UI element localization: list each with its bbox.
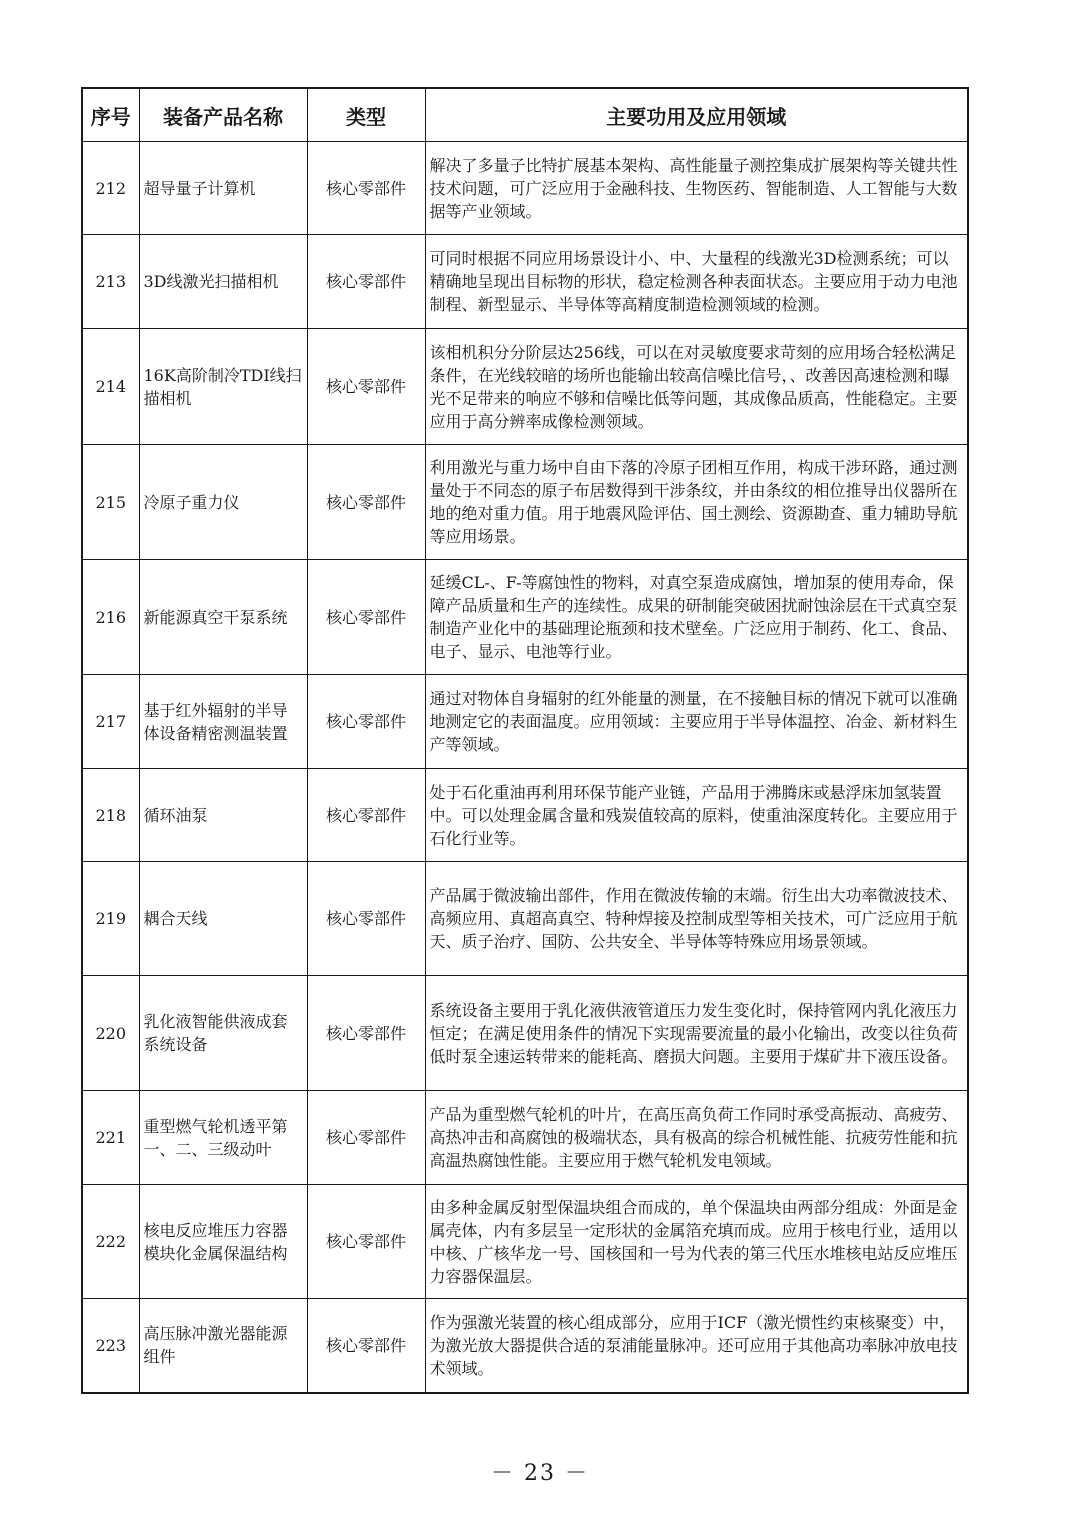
product-type: 核心零部件 <box>307 142 425 235</box>
row-number: 213 <box>82 235 139 329</box>
row-number: 222 <box>82 1185 139 1299</box>
table-header-row <box>82 88 968 142</box>
product-description: 解决了多量子比特扩展基本架构、高性能量子测控集成扩展架构等关键共性技术问题，可广泛应用于金融科技、生物医药、智能制造、人工智能与大数据等产业领域。 <box>425 142 968 235</box>
equipment-table <box>81 87 969 1394</box>
product-description: 延缓CL-、F-等腐蚀性的物料，对真空泵造成腐蚀，增加泵的使用寿命，保障产品质量和生产的连续性。成果的研制能突破困扰耐蚀涂层在干式真空泵制造产业化中的基础理论瓶颈和技术壁垒。广泛应用于制药、化工、食品、电子、显示、电池等行业。 <box>425 560 968 675</box>
product-description: 处于石化重油再利用环保节能产业链，产品用于沸腾床或悬浮床加氢装置中。可以处理金属含量和残炭值较高的原料，使重油深度转化。主要应用于石化行业等。 <box>425 769 968 862</box>
product-type: 核心零部件 <box>307 976 425 1091</box>
table-row <box>82 329 968 445</box>
product-name: 16K高阶制冷TDI线扫描相机 <box>139 329 307 445</box>
product-name: 高压脉冲激光器能源组件 <box>139 1299 307 1393</box>
product-type: 核心零部件 <box>307 1091 425 1185</box>
row-number: 223 <box>82 1299 139 1393</box>
table-row <box>82 769 968 862</box>
product-name: 循环油泵 <box>139 769 307 862</box>
table-row <box>82 1299 968 1393</box>
row-number: 216 <box>82 560 139 675</box>
product-description: 通过对物体自身辐射的红外能量的测量，在不接触目标的情况下就可以准确地测定它的表面温度。应用领域：主要应用于半导体温控、冶金、新材料生产等领域。 <box>425 675 968 769</box>
row-number: 220 <box>82 976 139 1091</box>
product-type: 核心零部件 <box>307 1299 425 1393</box>
equipment-table-container <box>81 87 967 1394</box>
table-row <box>82 675 968 769</box>
product-name: 基于红外辐射的半导体设备精密测温装置 <box>139 675 307 769</box>
product-type: 核心零部件 <box>307 769 425 862</box>
header-no: 序号 <box>82 88 139 142</box>
table-row <box>82 445 968 560</box>
page-number: － 23 － <box>491 1461 589 1486</box>
row-number: 212 <box>82 142 139 235</box>
table-row <box>82 235 968 329</box>
table-row <box>82 142 968 235</box>
table-row <box>82 560 968 675</box>
product-type: 核心零部件 <box>307 235 425 329</box>
product-type: 核心零部件 <box>307 329 425 445</box>
table-row <box>82 1185 968 1299</box>
product-name: 耦合天线 <box>139 862 307 976</box>
product-type: 核心零部件 <box>307 675 425 769</box>
table-row <box>82 862 968 976</box>
product-name: 重型燃气轮机透平第一、二、三级动叶 <box>139 1091 307 1185</box>
row-number: 218 <box>82 769 139 862</box>
row-number: 221 <box>82 1091 139 1185</box>
product-description: 利用激光与重力场中自由下落的冷原子团相互作用，构成干涉环路，通过测量处于不同态的原子布居数得到干涉条纹，并由条纹的相位推导出仪器所在地的绝对重力值。用于地震风险评估、国土测绘、资源勘查、重力辅助导航等应用场景。 <box>425 445 968 560</box>
product-type: 核心零部件 <box>307 1185 425 1299</box>
product-description: 系统设备主要用于乳化液供液管道压力发生变化时，保持管网内乳化液压力恒定；在满足使用条件的情况下实现需要流量的最小化输出，改变以往负荷低时泵全速运转带来的能耗高、磨损大问题。主要用于煤矿井下液压设备。 <box>425 976 968 1091</box>
product-type: 核心零部件 <box>307 560 425 675</box>
header-desc: 主要功用及应用领域 <box>425 88 968 142</box>
product-name: 超导量子计算机 <box>139 142 307 235</box>
row-number: 217 <box>82 675 139 769</box>
product-name: 新能源真空干泵系统 <box>139 560 307 675</box>
table-row <box>82 1091 968 1185</box>
product-name: 核电反应堆压力容器模块化金属保温结构 <box>139 1185 307 1299</box>
product-description: 作为强激光装置的核心组成部分，应用于ICF（激光惯性约束核聚变）中，为激光放大器提供合适的泵浦能量脉冲。还可应用于其他高功率脉冲放电技术领域。 <box>425 1299 968 1393</box>
header-name: 装备产品名称 <box>139 88 307 142</box>
product-name: 3D线激光扫描相机 <box>139 235 307 329</box>
row-number: 215 <box>82 445 139 560</box>
row-number: 214 <box>82 329 139 445</box>
table-row <box>82 976 968 1091</box>
product-type: 核心零部件 <box>307 862 425 976</box>
product-type: 核心零部件 <box>307 445 425 560</box>
row-number: 219 <box>82 862 139 976</box>
product-description: 该相机积分分阶层达256线，可以在对灵敏度要求苛刻的应用场合轻松满足条件，在光线较暗的场所也能输出较高信噪比信号，、改善因高速检测和曝光不足带来的响应不够和信噪比低等问题，其成像品质高，性能稳定。主要应用于高分辨率成像检测领域。 <box>425 329 968 445</box>
product-description: 可同时根据不同应用场景设计小、中、大量程的线激光3D检测系统；可以精确地呈现出目标物的形状，稳定检测各种表面状态。主要应用于动力电池制程、新型显示、半导体等高精度制造检测领域的检测。 <box>425 235 968 329</box>
product-name: 冷原子重力仪 <box>139 445 307 560</box>
product-description: 由多种金属反射型保温块组合而成的，单个保温块由两部分组成：外面是金属壳体，内有多层呈一定形状的金属箔充填而成。应用于核电行业，适用以中核、广核华龙一号、国核国和一号为代表的第三代压水堆核电站反应堆压力容器保温层。 <box>425 1185 968 1299</box>
product-description: 产品属于微波输出部件，作用在微波传输的末端。衍生出大功率微波技术、高频应用、真超高真空、特种焊接及控制成型等相关技术，可广泛应用于航天、质子治疗、国防、公共安全、半导体等特殊应用场景领域。 <box>425 862 968 976</box>
product-description: 产品为重型燃气轮机的叶片，在高压高负荷工作同时承受高振动、高疲劳、高热冲击和高腐蚀的极端状态，具有极高的综合机械性能、抗疲劳性能和抗高温热腐蚀性能。主要应用于燃气轮机发电领域。 <box>425 1091 968 1185</box>
product-name: 乳化液智能供液成套系统设备 <box>139 976 307 1091</box>
header-type: 类型 <box>307 88 425 142</box>
